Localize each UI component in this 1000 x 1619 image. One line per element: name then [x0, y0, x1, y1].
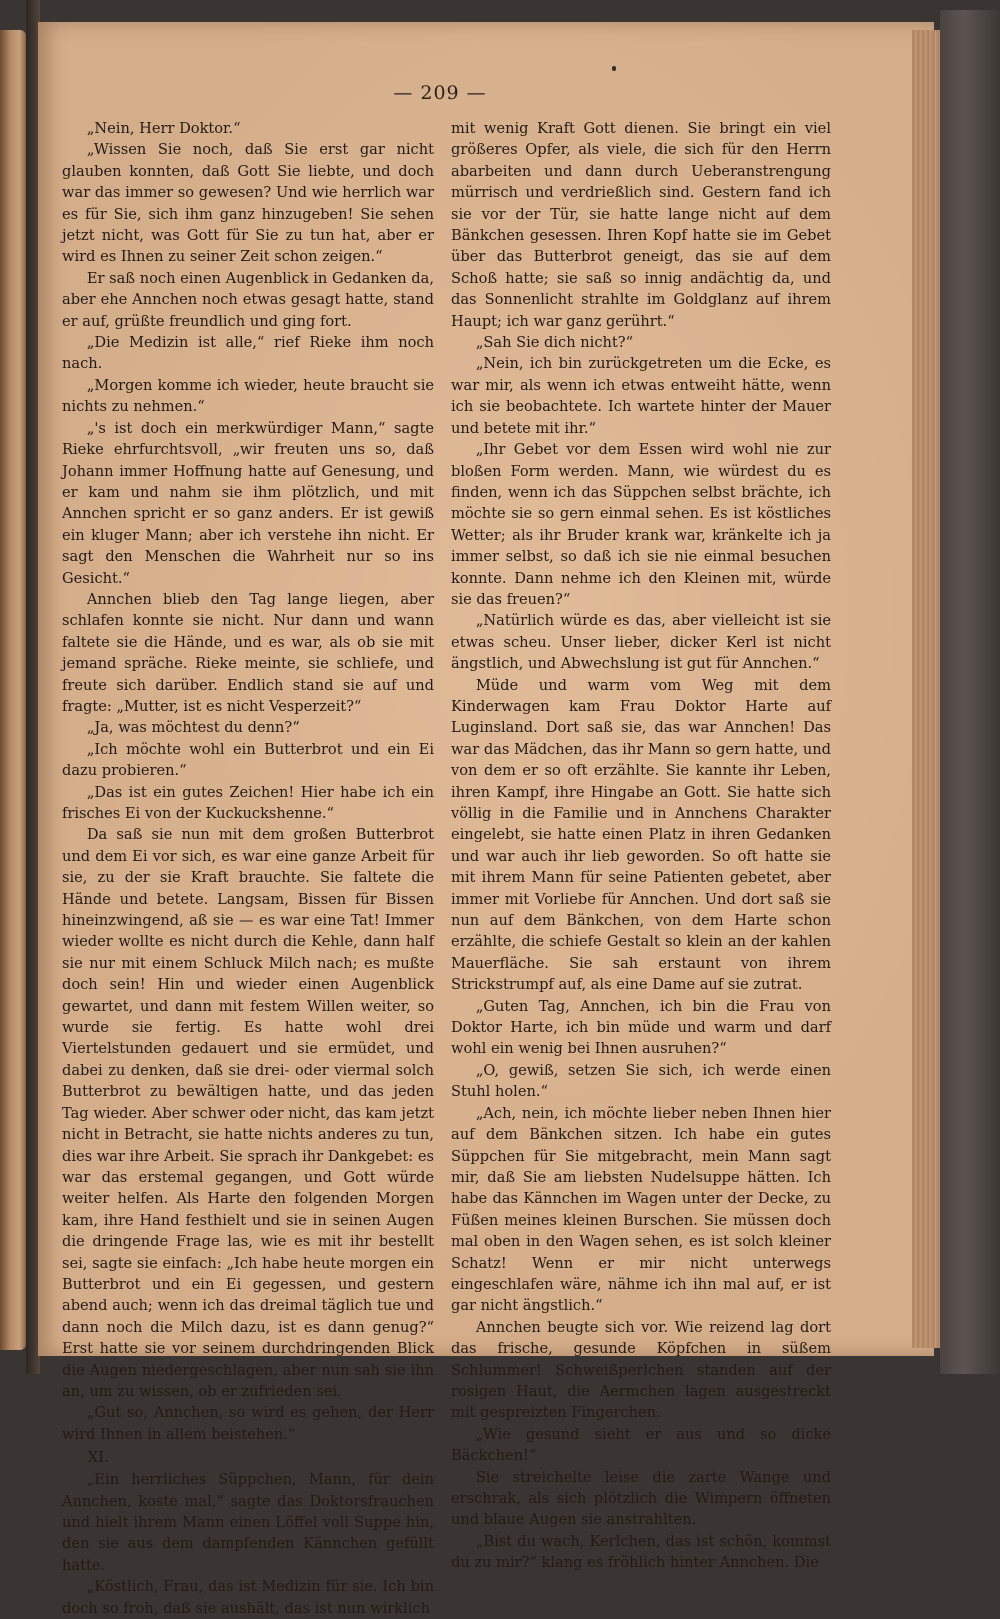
- paragraph: „Ein herrliches Süppchen, Mann, für dein Annchen, koste mal,“ sagte das Doktorsfrauchen und hielt ihrem Mann einen Löffel voll Suppe hin, den sie aus dem dampfenden Kännchen gefüllt hatte.: [62, 1471, 434, 1574]
- paragraph: „Wissen Sie noch, daß Sie erst gar nicht glauben konnten, daß Gott Sie liebte, und doch war das immer so gewesen? Und wie herrlich war es für Sie, sich ihm ganz hinzugeben! Sie sehen jetzt nicht, was Gott für Sie zu tun hat, aber er wird es Ihnen zu seiner Zeit schon zeigen.“: [62, 141, 434, 266]
- paragraph: „Köstlich, Frau, das ist Medizin für sie. Ich bin doch so froh, daß sie aushält, das ist nun wirklich: [62, 1578, 434, 1617]
- paragraph: „Sah Sie dich nicht?“: [475, 334, 634, 352]
- paragraph: Da saß sie nun mit dem großen Butterbrot und dem Ei vor sich, es war eine ganze Arbeit für sie, zu der sie Kraft brauchte. Sie faltete die Hände und betete. Langsam, Bissen für Bissen hineinzwingend, aß sie — es war eine Tat! Immer wieder wollte es nicht durch die Kehle, dann half sie nur mit einem Schluck Milch nach; es mußte doch sein! Hin und wieder einen Augenblick gewartet, und dann mit festem Willen weiter, so wurde sie fertig. Es hatte wohl drei Viertelstunden gedauert und sie ermüdet, und dabei zu denken, daß sie drei- oder viermal solch Butterbrot zu bewältigen hatte, und das jeden Tag wieder. Aber schwer oder nicht, das kam jetzt nicht in Betracht, sie hatte nichts anderes zu tun, dies war ihre Arbeit. Sie sprach ihr Dankgebet: es war das erstemal gegangen, und Gott würde weiter helfen. Als Harte den folgenden Morgen kam, ihre Hand festhielt und sie in seinen Augen die dringende Frage las, wie es mit ihr bestellt sei, sagte sie einfach: „Ich habe heute morgen ein Butterbrot und ein Ei gegessen, und gestern abend auch; wenn ich das dreimal täglich tue und dann noch die Milch dazu, ist es dann genug?“ Erst hatte sie vor seinem durchdringenden Blick die Augen niedergeschlagen, aber nun sah sie ihn an, um zu wissen, ob er zufrieden sei.: [62, 826, 434, 1400]
- paragraph: „Ich möchte wohl ein Butterbrot und ein Ei dazu probieren.“: [62, 740, 434, 780]
- paragraph: „Das ist ein gutes Zeichen! Hier habe ich ein frisches Ei von der Kuckuckshenne.“: [62, 783, 434, 822]
- book-cover-edge: [940, 10, 1000, 1374]
- right-text-column: [451, 118, 831, 1574]
- paragraph: Er saß noch einen Augenblick in Gedanken da, aber ehe Annchen noch etwas gesagt hatte, stand er auf, grüßte freundlich und ging fort.: [62, 269, 434, 330]
- paragraph: Annchen blieb den Tag lange liegen, aber schlafen konnte sie nicht. Nur dann und wann faltete sie die Hände, und es war, als ob sie mit jemand spräche. Rieke meinte, sie schliefe, und freute sich darüber. Endlich stand sie auf und fragte: „Mutter, ist es nicht Vesperzeit?“: [62, 590, 434, 715]
- page-stack-edge: [912, 30, 942, 1348]
- paragraph: „Die Medizin ist alle,“ rief Rieke ihm noch nach.: [62, 334, 434, 373]
- paragraph: Sie streichelte leise die zarte Wange und erschrak, als sich plötzlich die Wimpern öffneten und blaue Augen sie anstrahlten.: [451, 1468, 831, 1529]
- paragraph: Annchen beugte sich vor. Wie reizend lag dort das frische, gesunde Köpfchen in süßem Schlummer! Schweißperlchen standen auf der rosigen Haut, die Aermchen lagen ausgestreckt mit gespreizten Fingerchen.: [451, 1318, 831, 1422]
- previous-page-edge: [0, 30, 26, 1350]
- paragraph: „Guten Tag, Annchen, ich bin die Frau von Doktor Harte, ich bin müde und warm und darf wohl ein wenig bei Ihnen ausruhen?“: [451, 997, 831, 1058]
- paragraph: „Wie gesund sieht er aus und so dicke Bäckchen!“: [451, 1425, 831, 1465]
- paragraph: „Gut so, Annchen, so wird es gehen, der Herr wird Ihnen in allem beistehen.“: [62, 1404, 434, 1443]
- page-number: — 209 —: [393, 82, 487, 104]
- paragraph: „Natürlich würde es das, aber vielleicht ist sie etwas scheu. Unser lieber, dicker Kerl ist nicht ängstlich, und Abwechslung ist gut für Annchen.“: [451, 612, 831, 673]
- paragraph: „Nein, Herr Doktor.“: [86, 120, 241, 137]
- paragraph: „Nein, ich bin zurückgetreten um die Ecke, es war mir, als wenn ich etwas entweiht hätte, wenn ich sie beobachtete. Ich wartete hinter der Mauer und betete mit ihr.“: [451, 355, 831, 437]
- paragraph: „O, gewiß, setzen Sie sich, ich werde einen Stuhl holen.“: [451, 1061, 831, 1101]
- paragraph: „Morgen komme ich wieder, heute braucht sie nichts zu nehmen.“: [62, 376, 434, 416]
- paragraph: „Ach, nein, ich möchte lieber neben Ihnen hier auf dem Bänkchen sitzen. Ich habe ein gutes Süppchen für Sie mitgebracht, mein Mann sagt mir, daß Sie am liebsten Nudelsuppe hätten. Ich habe das Kännchen im Wagen unter der Decke, zu Füßen meines kleinen Burschen. Sie müssen doch mal oben in den Wagen sehen, es ist solch kleiner Schatz! Wenn er mir nicht unterwegs eingeschlafen wäre, nähme ich ihn mal auf, er ist gar nicht ängstlich.“: [451, 1104, 831, 1315]
- paragraph: mit wenig Kraft Gott dienen. Sie bringt ein viel größeres Opfer, als viele, die sich für den Herrn abarbeiten und dann durch Ueberanstrengung mürrisch und verdrießlich sind. Gestern fand ich sie vor der Tür, sie hatte lange nicht auf dem Bänkchen gesessen. Ihren Kopf hatte sie im Gebet über das Butterbrot geneigt, das sie auf dem Schoß hatte; sie saß so innig andächtig da, und das Sonnenlicht strahlte im Goldglanz auf ihrem Haupt; ich war ganz gerührt.“: [451, 120, 831, 330]
- chapter-heading: XI.: [87, 1448, 109, 1467]
- ink-speck: [612, 66, 616, 71]
- paragraph: „Ihr Gebet vor dem Essen wird wohl nie zur bloßen Form werden. Mann, wie würdest du es finden, wenn ich das Süppchen selbst brächte, ich möchte sie so gern einmal sehen. Es ist köstliches Wetter; als ihr Bruder krank war, kränkelte ich ja immer selbst, so daß ich sie nie einmal besuchen konnte. Dann nehme ich den Kleinen mit, würde sie das freuen?“: [451, 441, 831, 608]
- paragraph: „Bist du wach, Kerlchen, das ist schön, kommst du zu mir?“ klang es fröhlich hinter Annchen. Die: [451, 1532, 831, 1572]
- left-text-column: [62, 118, 434, 1619]
- paragraph: Müde und warm vom Weg mit dem Kinderwagen kam Frau Doktor Harte auf Luginsland. Dort saß sie, das war Annchen! Das war das Mädchen, das ihr Mann so gern hatte, und von dem er so oft erzählte. Sie kannte ihr Leben, ihren Kampf, ihre Hingabe an Gott. Sie hatte sich völlig in die Familie und in Annchens Charakter eingelebt, sie hatte einen Platz in ihren Gedanken und war auch ihr lieb geworden. So oft hatte sie mit ihrem Mann für seine Patienten gebetet, aber immer mit Vorliebe für Annchen. Und dort saß sie nun auf dem Bänkchen, von dem Harte schon erzählte, die schiefe Gestalt so klein an der kahlen Mauerfläche. Sie sah erstaunt von ihrem Strickstrumpf auf, als eine Dame auf sie zutrat.: [451, 676, 831, 994]
- paragraph: „'s ist doch ein merkwürdiger Mann,“ sagte Rieke ehrfurchtsvoll, „wir freuten uns so, daß Johann immer Hoffnung hatte auf Genesung, und er kam und nahm sie ihm plötzlich, und mit Annchen spricht er so ganz anders. Er ist gewiß ein kluger Mann; aber ich verstehe ihn nicht. Er sagt den Menschen die Wahrheit nur so ins Gesicht.“: [62, 419, 434, 587]
- paragraph: „Ja, was möchtest du denn?“: [86, 719, 300, 737]
